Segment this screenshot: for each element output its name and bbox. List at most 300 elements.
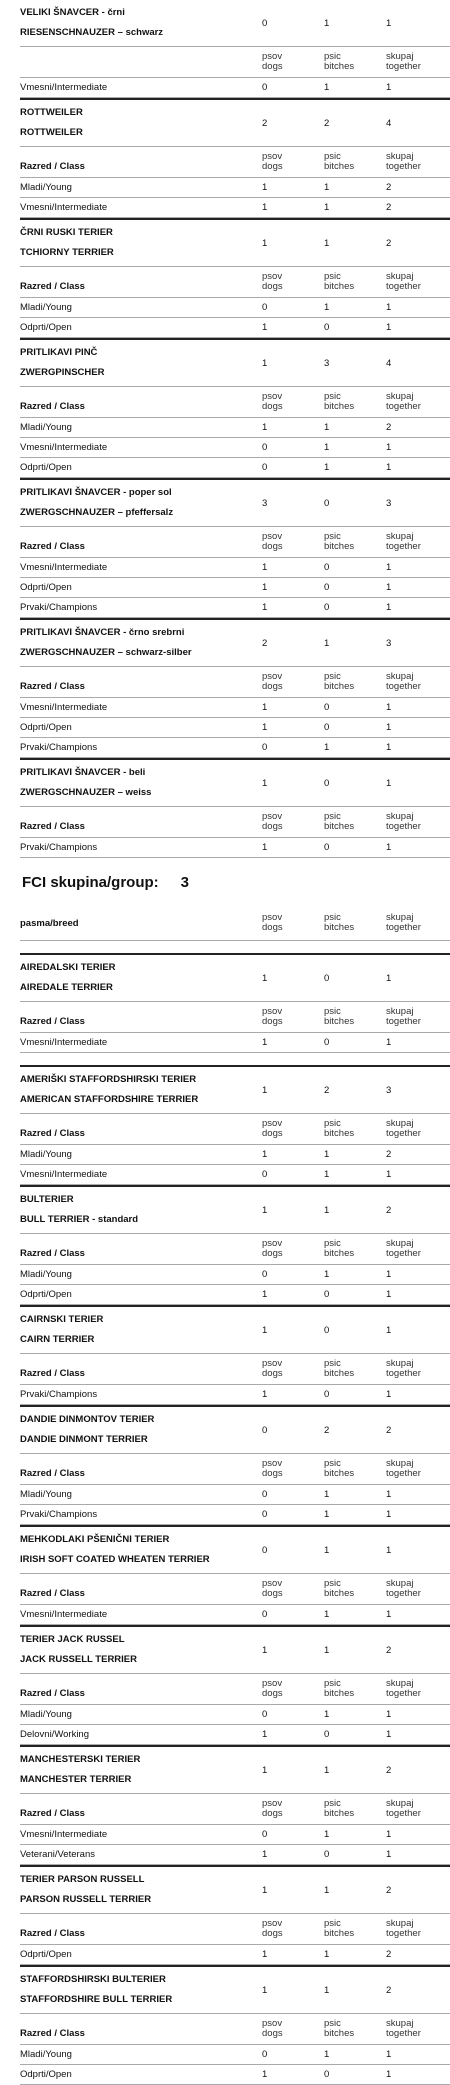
breed-together-count: 2 [386,237,392,249]
col-together-sl: skupaj [386,1458,414,1469]
breed-name-local: BULTERIER [20,1194,74,1205]
spacer [20,941,450,953]
class-dogs: 0 [262,742,268,753]
breed-header [20,100,450,147]
breed-bitches-count: 2 [324,117,330,129]
class-row [20,1605,450,1625]
breed-dogs-count: 1 [262,1764,268,1776]
breed-block [20,1185,450,1305]
breed-name-international: AMERICAN STAFFORDSHIRE TERRIER [20,1094,199,1105]
breed-together-count: 4 [386,117,392,129]
class-dogs: 1 [262,702,268,713]
class-together: 1 [386,1389,392,1400]
class-bitches: 1 [324,202,330,213]
breed-name [20,1970,262,2010]
breed-name-local: ČRNI RUSKI TERIER [20,227,113,238]
class-dogs: 1 [262,582,268,593]
class-header-label: Razred / Class [20,1247,85,1259]
breed-name [20,3,262,43]
breed-name [20,223,262,263]
col-together-en: together [386,681,421,692]
col-together [386,1007,448,1027]
breed-bitches-count: 1 [324,1544,330,1556]
breed-together-count: 4 [386,357,392,369]
breed-bitches-count: 0 [324,777,330,789]
col-bitches-sl: psic [324,2018,341,2029]
breed-bitches-count: 1 [324,1984,330,1996]
col-bitches [324,1007,386,1027]
class-bitches: 0 [324,562,330,573]
breed-together-count: 2 [386,1644,392,1656]
col-bitches [324,812,386,832]
col-dogs-sl: psov [262,271,283,282]
class-name: Mladi/Young [20,302,72,313]
breed-block [20,1065,450,1185]
class-name: Prvaki/Champions [20,1389,98,1400]
class-name: Odprti/Open [20,1289,72,1300]
col-bitches-en: bitches [324,1016,355,1027]
class-name: Delovni/Working [20,1729,89,1740]
class-name: Mladi/Young [20,1709,72,1720]
class-row [20,558,450,578]
class-header-label: Razred / Class [20,400,85,412]
class-name: Vmesni/Intermediate [20,1609,108,1620]
col-bitches [324,1679,386,1699]
breed-dogs-count: 1 [262,357,268,369]
class-row [20,1845,450,1865]
class-header [20,1674,450,1705]
col-bitches-en: bitches [324,1468,355,1479]
class-row [20,1705,450,1725]
breed-name-international: IRISH SOFT COATED WHEATEN TERRIER [20,1554,210,1565]
breed-name-international: DANDIE DINMONT TERRIER [20,1434,148,1445]
col-together-en: together [386,1016,421,1027]
class-dogs: 0 [262,1489,268,1500]
class-header-label: Razred / Class [20,1587,85,1599]
class-row [20,1145,450,1165]
class-together: 1 [386,322,392,333]
col-dogs [262,1679,324,1699]
breed-together-count: 1 [386,777,392,789]
col-together-sl: skupaj [386,1678,414,1689]
class-header [20,1114,450,1145]
breed-header [20,1747,450,1794]
col-together-sl: skupaj [386,811,414,822]
col-bitches [324,913,386,933]
class-together: 1 [386,2049,392,2060]
col-together [386,1239,448,1259]
class-bitches: 0 [324,842,330,853]
col-bitches-sl: psic [324,671,341,682]
col-together-en: together [386,2028,421,2039]
col-dogs-en: dogs [262,281,283,292]
class-header [20,47,450,78]
breed-dogs-count: 1 [262,1084,268,1096]
breed-header [20,620,450,667]
class-together: 1 [386,82,392,93]
class-together: 2 [386,182,392,193]
class-row [20,598,450,618]
class-bitches: 1 [324,1169,330,1180]
breed-dogs-count: 1 [262,1984,268,1996]
col-dogs [262,1239,324,1259]
col-dogs-sl: psov [262,1118,283,1129]
class-name: Mladi/Young [20,422,72,433]
breed-name-international: TCHIORNY TERRIER [20,247,114,258]
col-dogs-en: dogs [262,2028,283,2039]
col-bitches [324,1459,386,1479]
class-name: Vmesni/Intermediate [20,562,108,573]
class-row [20,718,450,738]
class-dogs: 1 [262,1389,268,1400]
col-dogs [262,672,324,692]
col-bitches-sl: psic [324,1238,341,1249]
col-dogs-sl: psov [262,1458,283,1469]
breed-dogs-count: 2 [262,117,268,129]
class-header [20,1354,450,1385]
breed-dogs-count: 1 [262,1204,268,1216]
class-bitches: 1 [324,302,330,313]
class-dogs: 0 [262,462,268,473]
col-together [386,812,448,832]
col-together-en: together [386,541,421,552]
class-bitches: 1 [324,1709,330,1720]
col-bitches-sl: psic [324,1578,341,1589]
breed-name-international: ZWERGSCHNAUZER – weiss [20,787,152,798]
col-together [386,152,448,172]
class-dogs: 0 [262,1709,268,1720]
breed-header [20,955,450,1002]
class-dogs: 1 [262,1037,268,1048]
class-bitches: 1 [324,1509,330,1520]
class-row [20,178,450,198]
class-dogs: 0 [262,302,268,313]
class-dogs: 1 [262,322,268,333]
breed-name-local: CAIRNSKI TERIER [20,1314,104,1325]
class-dogs: 1 [262,1149,268,1160]
class-dogs: 1 [262,202,268,213]
class-together: 1 [386,302,392,313]
class-bitches: 0 [324,582,330,593]
class-together: 1 [386,462,392,473]
col-dogs-en: dogs [262,922,283,933]
class-name: Mladi/Young [20,182,72,193]
class-bitches: 1 [324,1949,330,1960]
breed-name-international: CAIRN TERRIER [20,1334,95,1345]
class-bitches: 1 [324,422,330,433]
breed-together-count: 2 [386,1764,392,1776]
class-bitches: 0 [324,1389,330,1400]
col-dogs-en: dogs [262,61,283,72]
class-bitches: 0 [324,1849,330,1860]
breed-name-international: MANCHESTER TERRIER [20,1774,132,1785]
class-bitches: 1 [324,442,330,453]
class-together: 1 [386,2069,392,2080]
col-together [386,52,448,72]
class-together: 2 [386,202,392,213]
class-name: Mladi/Young [20,1269,72,1280]
breed-block [20,758,450,858]
col-dogs-sl: psov [262,1006,283,1017]
col-dogs [262,1919,324,1939]
class-row [20,318,450,338]
breed-together-count: 2 [386,1424,392,1436]
col-dogs-en: dogs [262,1128,283,1139]
breed-name-international: STAFFORDSHIRE BULL TERRIER [20,1994,173,2005]
class-header [20,807,450,838]
class-dogs: 1 [262,1289,268,1300]
breed-name [20,483,262,523]
col-dogs-en: dogs [262,161,283,172]
col-together-en: together [386,61,421,72]
col-bitches [324,1579,386,1599]
col-dogs-sl: psov [262,2018,283,2029]
class-header-label: Razred / Class [20,160,85,172]
col-dogs-en: dogs [262,1248,283,1259]
class-together: 1 [386,1037,392,1048]
class-row [20,298,450,318]
class-row [20,198,450,218]
breed-bitches-count: 1 [324,637,330,649]
breed-bitches-count: 0 [324,972,330,984]
col-bitches [324,1799,386,1819]
col-together [386,1799,448,1819]
breed-dogs-count: 1 [262,1884,268,1896]
class-header [20,527,450,558]
class-row [20,1033,450,1053]
class-dogs: 1 [262,1849,268,1860]
col-dogs-sl: psov [262,811,283,822]
class-together: 1 [386,1489,392,1500]
class-bitches: 0 [324,1289,330,1300]
class-header-label: Razred / Class [20,1927,85,1939]
col-together-en: together [386,821,421,832]
breed-together-count: 2 [386,1884,392,1896]
breed-together-count: 1 [386,1324,392,1336]
col-dogs-en: dogs [262,1928,283,1939]
class-name: Vmesni/Intermediate [20,1169,108,1180]
col-dogs [262,1459,324,1479]
class-bitches: 1 [324,182,330,193]
breed-name-local: AMERIŠKI STAFFORDSHIRSKI TERIER [20,1074,197,1085]
col-together-sl: skupaj [386,51,414,62]
breed-name [20,1310,262,1350]
col-together-en: together [386,281,421,292]
col-bitches-en: bitches [324,61,355,72]
col-together [386,1679,448,1699]
col-together-sl: skupaj [386,151,414,162]
breed-dogs-count: 1 [262,1324,268,1336]
breed-block [20,1405,450,1525]
class-header-label: Razred / Class [20,820,85,832]
col-together-en: together [386,1128,421,1139]
breed-bitches-count: 1 [324,1204,330,1216]
col-bitches-en: bitches [324,541,355,552]
class-dogs: 1 [262,1729,268,1740]
breed-dogs-count: 1 [262,237,268,249]
class-dogs: 1 [262,602,268,613]
class-name: Vmesni/Intermediate [20,702,108,713]
class-bitches: 1 [324,2049,330,2060]
group-column-header [20,906,450,941]
col-bitches-sl: psic [324,1918,341,1929]
breed-bitches-count: 1 [324,1764,330,1776]
col-dogs-en: dogs [262,401,283,412]
breed-header [20,1527,450,1574]
breed-name-local: MANCHESTERSKI TERIER [20,1754,141,1765]
class-together: 2 [386,1149,392,1160]
breed-name-local: PRITLIKAVI ŠNAVCER - črno srebrni [20,627,185,638]
class-dogs: 0 [262,2049,268,2060]
breed-name-local: ROTTWEILER [20,107,83,118]
col-dogs-en: dogs [262,1688,283,1699]
breed-block [20,98,450,218]
breed-name-international: PARSON RUSSELL TERRIER [20,1894,152,1905]
breed-name-international: ZWERGPINSCHER [20,367,105,378]
class-name: Odprti/Open [20,722,72,733]
breed-block [20,218,450,338]
breed-header [20,760,450,807]
class-together: 1 [386,1289,392,1300]
class-name: Odprti/Open [20,582,72,593]
class-name: Prvaki/Champions [20,602,98,613]
col-bitches [324,1119,386,1139]
group-heading [20,858,450,906]
class-together: 1 [386,602,392,613]
breed-name [20,763,262,803]
breed-header [20,1867,450,1914]
col-bitches-en: bitches [324,1808,355,1819]
col-together [386,1359,448,1379]
class-together: 1 [386,1609,392,1620]
col-dogs-en: dogs [262,821,283,832]
breed-name [20,1630,262,1670]
class-header [20,1574,450,1605]
class-bitches: 1 [324,1829,330,1840]
class-name: Vmesni/Intermediate [20,442,108,453]
col-bitches-en: bitches [324,401,355,412]
class-header-label: Razred / Class [20,1367,85,1379]
class-header [20,2014,450,2045]
breed-name [20,1530,262,1570]
col-dogs-en: dogs [262,681,283,692]
class-row [20,1945,450,1965]
class-name: Mladi/Young [20,1489,72,1500]
col-dogs [262,1579,324,1599]
col-bitches-en: bitches [324,1588,355,1599]
class-together: 1 [386,742,392,753]
breed-bitches-count: 1 [324,1644,330,1656]
class-header-label: Razred / Class [20,540,85,552]
col-bitches [324,2019,386,2039]
col-bitches-sl: psic [324,1006,341,1017]
col-together-sl: skupaj [386,1118,414,1129]
breed-block [20,0,450,98]
col-bitches [324,272,386,292]
col-together-sl: skupaj [386,1006,414,1017]
class-bitches: 1 [324,82,330,93]
col-together [386,392,448,412]
breed-bitches-count: 0 [324,497,330,509]
class-header-label: Razred / Class [20,1807,85,1819]
class-row [20,1825,450,1845]
class-row [20,698,450,718]
class-name: Odprti/Open [20,2069,72,2080]
spacer [20,1053,450,1065]
class-row [20,1285,450,1305]
class-row [20,1485,450,1505]
breed-dogs-count: 1 [262,1644,268,1656]
class-together: 1 [386,1269,392,1280]
class-row [20,578,450,598]
col-dogs [262,1119,324,1139]
col-bitches [324,392,386,412]
class-name: Odprti/Open [20,462,72,473]
col-bitches-en: bitches [324,161,355,172]
col-together-en: together [386,1248,421,1259]
col-together [386,532,448,552]
breed-block [20,618,450,758]
breed-block [20,338,450,478]
col-bitches [324,532,386,552]
class-dogs: 0 [262,1609,268,1620]
col-together-sl: skupaj [386,1238,414,1249]
col-dogs-sl: psov [262,1798,283,1809]
breed-name-local: DANDIE DINMONTOV TERIER [20,1414,155,1425]
class-row [20,78,450,98]
class-header-label: Razred / Class [20,2027,85,2039]
col-dogs-sl: psov [262,912,283,923]
document-page [20,0,450,2085]
breed-header [20,220,450,267]
breed-together-count: 3 [386,1084,392,1096]
col-together [386,1579,448,1599]
breed-name [20,103,262,143]
class-together: 2 [386,422,392,433]
breed-together-count: 3 [386,637,392,649]
col-together-en: together [386,922,421,933]
col-dogs [262,532,324,552]
class-together: 1 [386,842,392,853]
col-dogs-sl: psov [262,671,283,682]
col-dogs-sl: psov [262,1578,283,1589]
col-together-sl: skupaj [386,391,414,402]
class-together: 1 [386,722,392,733]
class-bitches: 1 [324,462,330,473]
class-together: 1 [386,1169,392,1180]
col-bitches-en: bitches [324,1928,355,1939]
class-header [20,147,450,178]
breed-bitches-count: 1 [324,17,330,29]
breed-together-count: 1 [386,17,392,29]
breed-name-local: PRITLIKAVI ŠNAVCER - beli [20,767,146,778]
col-together [386,1459,448,1479]
class-dogs: 1 [262,562,268,573]
breed-together-count: 2 [386,1984,392,1996]
breed-dogs-count: 1 [262,972,268,984]
breed-dogs-count: 0 [262,17,268,29]
breed-name-local: MEHKODLAKI PŠENIČNI TERIER [20,1534,170,1545]
col-dogs-en: dogs [262,1016,283,1027]
breed-name-international: ROTTWEILER [20,127,83,138]
breed-block [20,478,450,618]
breed-block [20,1525,450,1625]
class-row [20,1505,450,1525]
class-together: 1 [386,1849,392,1860]
class-row [20,2065,450,2085]
col-dogs [262,1007,324,1027]
col-bitches-en: bitches [324,1688,355,1699]
